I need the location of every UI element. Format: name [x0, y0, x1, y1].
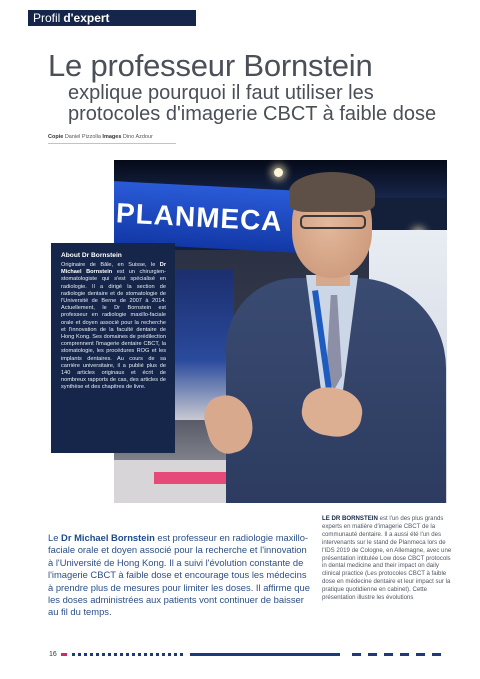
footer-dot — [156, 653, 159, 656]
kicker-bold: d'expert — [63, 11, 110, 25]
footer-dot — [72, 653, 75, 656]
about-title: About Dr Bornstein — [61, 252, 122, 259]
body-column — [322, 515, 454, 602]
footer-dot — [180, 653, 183, 656]
footer-rule — [190, 653, 340, 656]
page-subtitle: explique pourquoi il faut utiliser les protocoles d'imagerie CBCT à faible dose — [68, 82, 437, 125]
ceiling-light — [274, 168, 283, 177]
footer-dash — [384, 653, 393, 656]
body-lead: LE DR BORNSTEIN — [322, 515, 378, 522]
planmeca-banner-text: PLANMECA — [115, 197, 284, 237]
footer-dot — [126, 653, 129, 656]
about-name: Dr Michael Bornstein — [61, 262, 166, 276]
page-title: Le professeur Bornstein — [48, 48, 373, 83]
credit-copy-author: Daniel Pizzolla — [64, 134, 101, 140]
credit-copy-label: Copie — [48, 134, 64, 140]
about-text-intro: Originaire de Bâle, en Suisse, le — [61, 262, 160, 268]
footer-dot — [138, 653, 141, 656]
lede-paragraph — [48, 532, 312, 619]
credit-images-label: Images — [102, 134, 122, 140]
footer-dot — [96, 653, 99, 656]
footer-dot — [84, 653, 87, 656]
footer-dash — [416, 653, 425, 656]
footer-dot — [144, 653, 147, 656]
about-box — [51, 243, 175, 453]
footer-dot — [132, 653, 135, 656]
footer-dash — [400, 653, 409, 656]
footer-dot — [114, 653, 117, 656]
footer-dot — [108, 653, 111, 656]
footer-dot — [162, 653, 165, 656]
credits-line — [48, 134, 153, 140]
kicker-light: Profil — [33, 11, 61, 25]
footer-dash — [432, 653, 441, 656]
page-number: 16 — [49, 651, 57, 658]
about-text — [61, 262, 166, 392]
portrait-glasses — [300, 215, 366, 229]
footer-dot — [174, 653, 177, 656]
footer-dash — [368, 653, 377, 656]
footer-accent — [61, 653, 67, 656]
footer-dash — [352, 653, 361, 656]
lede-pre: Le — [48, 532, 62, 543]
footer-dot — [90, 653, 93, 656]
about-text-body: est un chirurgien-stomatologiste qui s'est spécialisé en radiologie. Il a dirigé la section de radiologie dentaire et de stomatologie de l'Université de Berne de 2007 à 2014. Actuellement, le Dr Bornstein est professeur en radiologie maxillo-faciale orale et doyen associé pour la recherche et l'innovation de la faculté dentaire de Hong Kong. Ses domaines de prédilection comprennent l'imagerie dentaire CBCT, la stomatologie, les procédures ROG et les implants dentaires. Au cours de sa carrière universitaire, il a publié plus de 140 articles originaux et écrit de nombreux rapports de cas, des articles de synthèse et des chapitres de livre. — [61, 269, 166, 391]
footer-dot — [102, 653, 105, 656]
lede-text: est professeur en radiologie maxillo-faciale orale et doyen associé pour la recherche et l'innovation à l'Université de Hong Kong. Il a suivi l'évolution constante de l'imagerie CBCT à faible dose et encourage tous les médecins à prendre plus de mesures pour limiter les doses. Il affirme que les doses administrées aux patients vont continuer de baisser au fil du temps. — [48, 532, 310, 618]
portrait-hair — [289, 172, 375, 212]
footer-dot — [150, 653, 153, 656]
footer-dot — [168, 653, 171, 656]
footer-dot — [120, 653, 123, 656]
credit-images-author: Dino Azdour — [122, 134, 153, 140]
body-text: est l'un des plus grands experts en matière d'imagerie CBCT de la communauté dentaire. Il a aussi été l'un des intervenants sur le stand de Planmeca lors de l'IDS 2019 de Cologne, en Allemagne, avec une présentation intitulée Low dose CBCT protocols in dental medicine and their impact on daily clinical practice (Les protocoles CBCT à faible dose en médecine dentaire et leur impact sur la pratique quotidienne en cabinet). Cette présentation illustre les évolutions — [322, 515, 452, 602]
section-kicker — [28, 10, 196, 26]
lede-name: Dr Michael Bornstein — [61, 532, 155, 543]
footer-dot — [78, 653, 81, 656]
credits-divider — [48, 143, 176, 144]
